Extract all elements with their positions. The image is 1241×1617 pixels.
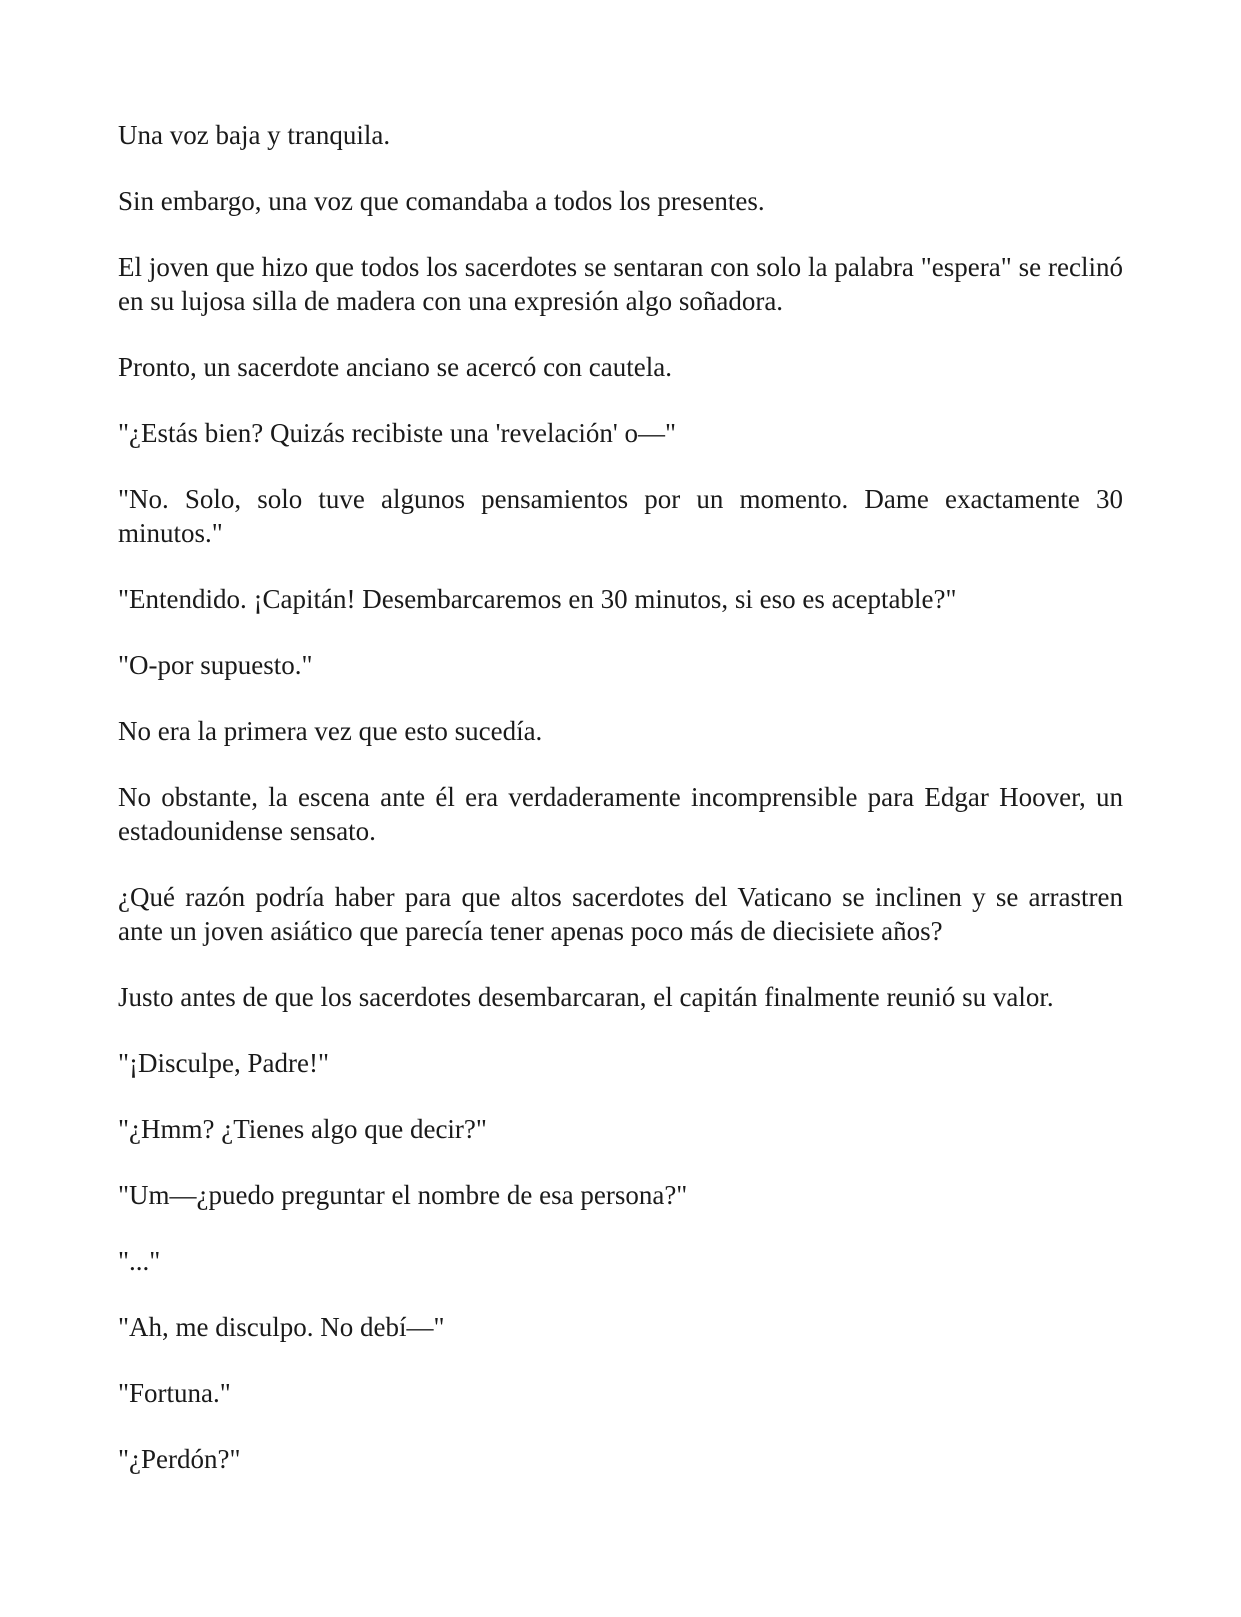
document-body bbox=[118, 118, 1123, 1508]
paragraph: "Entendido. ¡Capitán! Desembarcaremos en 30 minutos, si eso es aceptable?" bbox=[118, 584, 957, 614]
paragraph: "¿Estás bien? Quizás recibiste una 'revelación' o—" bbox=[118, 418, 677, 448]
paragraph: No obstante, la escena ante él era verdaderamente incomprensible para Edgar Hoover, un estadounidense sensato. bbox=[118, 782, 1123, 846]
paragraph: Sin embargo, una voz que comandaba a todos los presentes. bbox=[118, 186, 765, 216]
paragraph: "Ah, me disculpo. No debí—" bbox=[118, 1312, 445, 1342]
paragraph: ¿Qué razón podría haber para que altos sacerdotes del Vaticano se inclinen y se arrastren ante un joven asiático que parecía tener apenas poco más de diecisiete años? bbox=[118, 882, 1123, 946]
paragraph: No era la primera vez que esto sucedía. bbox=[118, 716, 543, 746]
paragraph: "¿Hmm? ¿Tienes algo que decir?" bbox=[118, 1114, 487, 1144]
paragraph: "No. Solo, solo tuve algunos pensamientos por un momento. Dame exactamente 30 minutos." bbox=[118, 484, 1123, 548]
paragraph: "Um—¿puedo preguntar el nombre de esa persona?" bbox=[118, 1180, 688, 1210]
paragraph: "O-por supuesto." bbox=[118, 650, 313, 680]
paragraph: "Fortuna." bbox=[118, 1378, 231, 1408]
paragraph: Pronto, un sacerdote anciano se acercó con cautela. bbox=[118, 352, 672, 382]
paragraph: "¿Perdón?" bbox=[118, 1444, 241, 1474]
paragraph: El joven que hizo que todos los sacerdotes se sentaran con solo la palabra "espera" se reclinó en su lujosa silla de madera con una expresión algo soñadora. bbox=[118, 252, 1123, 316]
paragraph: Una voz baja y tranquila. bbox=[118, 120, 391, 150]
paragraph: "¡Disculpe, Padre!" bbox=[118, 1048, 329, 1078]
paragraph: Justo antes de que los sacerdotes desembarcaran, el capitán finalmente reunió su valor. bbox=[118, 982, 1054, 1012]
paragraph: "..." bbox=[118, 1246, 161, 1276]
